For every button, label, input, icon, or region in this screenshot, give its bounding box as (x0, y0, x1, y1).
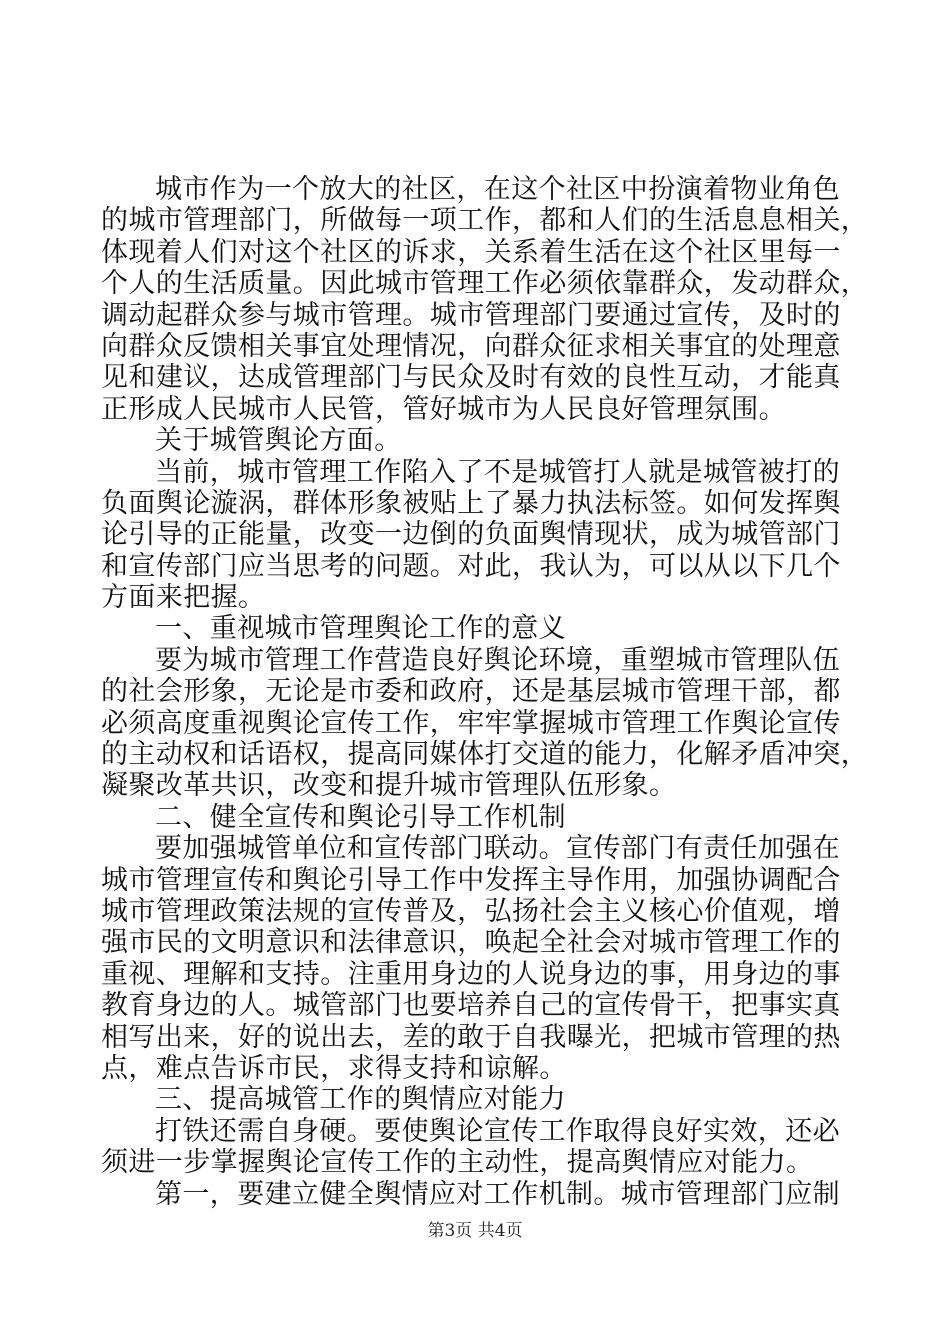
text-line: 和宣传部门应当思考的问题。对此，我认为，可以从以下几个 (101, 550, 841, 582)
document-body (101, 174, 869, 1210)
text-line: 须进一步掌握舆论宣传工作的主动性，提高舆情应对能力。 (101, 1147, 814, 1179)
text-line: 城市管理宣传和舆论引导工作中发挥主导作用，加强协调配合 (101, 864, 841, 896)
text-line: 向群众反馈相关事宜处理情况，向群众征求相关事宜的处理意 (101, 330, 841, 362)
text-line: 当前，城市管理工作陷入了不是城管打人就是城管被打的 (155, 456, 840, 488)
text-line: 关于城管舆论方面。 (155, 425, 402, 457)
text-line: 点，难点告诉市民，求得支持和谅解。 (101, 1052, 567, 1084)
text-line: 见和建议，达成管理部门与民众及时有效的良性互动，才能真 (101, 362, 841, 394)
text-line: 要为城市管理工作营造良好舆论环境，重塑城市管理队伍 (155, 644, 840, 676)
text-line: 调动起群众参与城市管理。城市管理部门要通过宣传，及时的 (101, 299, 841, 331)
text-line: 体现着人们对这个社区的诉求，关系着生活在这个社区里每一 (101, 236, 841, 268)
text-line: 负面舆论漩涡，群体形象被贴上了暴力执法标签。如何发挥舆 (101, 487, 841, 519)
text-line: 第一，要建立健全舆情应对工作机制。城市管理部门应制 (155, 1178, 840, 1210)
text-line: 一、重视城市管理舆论工作的意义 (155, 613, 566, 645)
text-line: 城市作为一个放大的社区，在这个社区中扮演着物业角色 (155, 174, 840, 205)
text-line: 城市管理政策法规的宣传普及，弘扬社会主义核心价值观，增 (101, 895, 841, 927)
page-footer (0, 1216, 950, 1241)
text-line: 论引导的正能量，改变一边倒的负面舆情现状，成为城管部门 (101, 519, 841, 551)
text-line: 方面来把握。 (101, 582, 266, 614)
text-line: 教育身边的人。城管部门也要培养自己的宣传骨干，把事实真 (101, 990, 841, 1022)
page-number-label: 第3页 共4页 (427, 1221, 523, 1241)
text-line: 重视、理解和支持。注重用身边的人说身边的事，用身边的事 (101, 958, 841, 990)
text-line: 个人的生活质量。因此城市管理工作必须依靠群众，发动群众， (101, 268, 869, 300)
text-line: 二、健全宣传和舆论引导工作机制 (155, 801, 566, 833)
text-line: 相写出来，好的说出去，差的敢于自我曝光，把城市管理的热 (101, 1021, 841, 1053)
text-line: 要加强城管单位和宣传部门联动。宣传部门有责任加强在 (155, 833, 840, 865)
text-line: 打铁还需自身硬。要使舆论宣传工作取得良好实效，还必 (155, 1115, 840, 1147)
text-line: 的城市管理部门，所做每一项工作，都和人们的生活息息相关， (101, 205, 869, 237)
text-line: 必须高度重视舆论宣传工作，牢牢掌握城市管理工作舆论宣传 (101, 707, 841, 739)
text-line: 的社会形象，无论是市委和政府，还是基层城市管理干部，都 (101, 676, 841, 708)
text-line: 凝聚改革共识，改变和提升城市管理队伍形象。 (101, 770, 677, 802)
text-line: 强市民的文明意识和法律意识，唤起全社会对城市管理工作的 (101, 927, 841, 959)
text-line: 的主动权和话语权，提高同媒体打交道的能力，化解矛盾冲突， (101, 739, 869, 771)
text-line: 正形成人民城市人民管，管好城市为人民良好管理氛围。 (101, 393, 786, 425)
text-line: 三、提高城管工作的舆情应对能力 (155, 1084, 566, 1116)
